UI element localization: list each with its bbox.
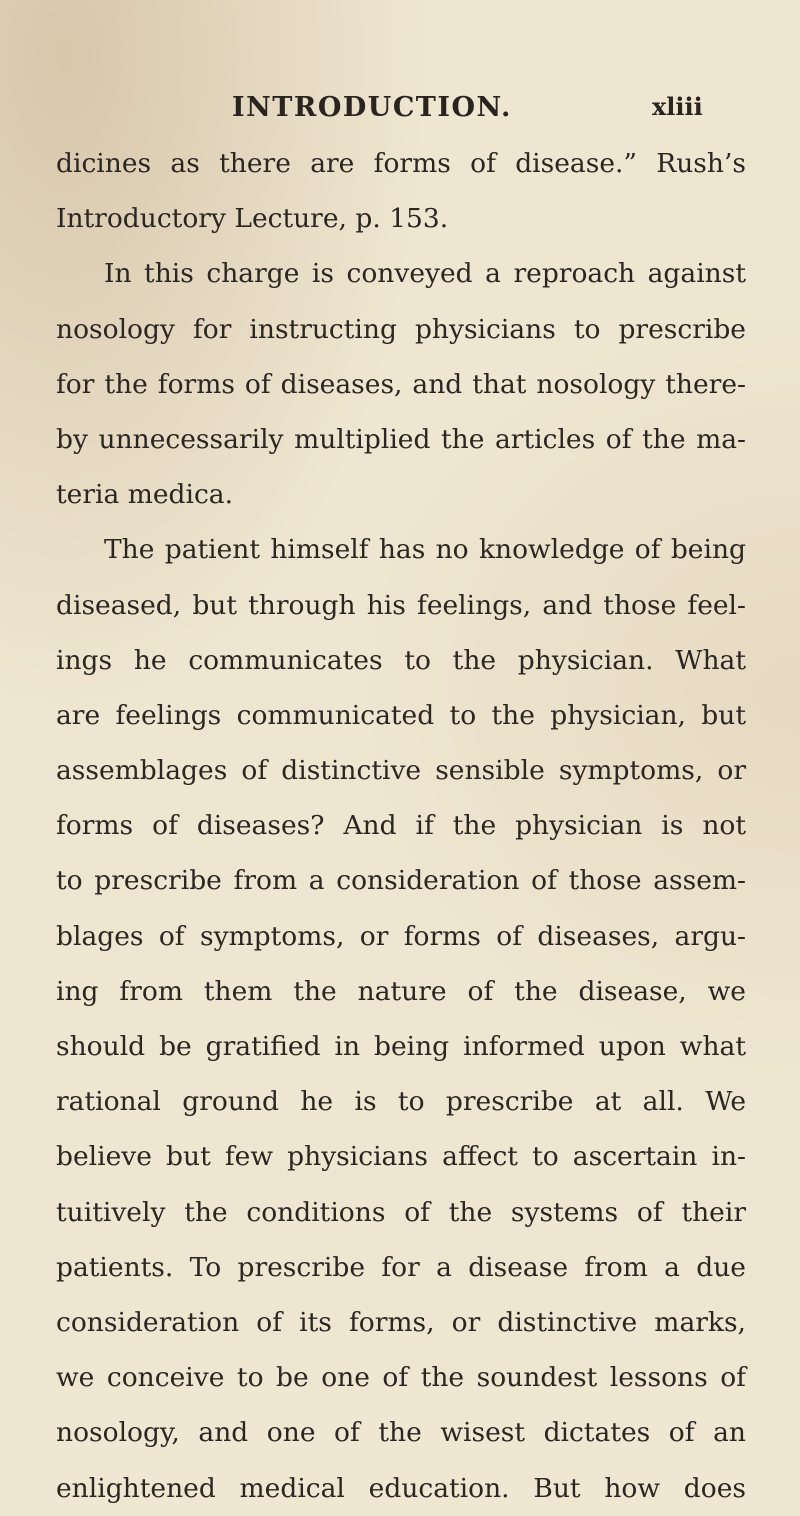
text-line: by unnecessarily multiplied the articles of the ma- bbox=[56, 423, 746, 455]
text-line: to prescribe from a consideration of those assem- bbox=[56, 865, 746, 897]
text-line: In this charge is conveyed a reproach against bbox=[104, 258, 746, 290]
page-header bbox=[0, 92, 800, 132]
text-line: assemblages of distinctive sensible symptoms, or bbox=[56, 755, 746, 787]
text-line: patients. To prescribe for a disease from a due bbox=[56, 1251, 746, 1283]
text-line: for the forms of diseases, and that nosology there- bbox=[56, 368, 746, 400]
text-line: enlightened medical education. But how does bbox=[56, 1472, 746, 1504]
text-line: we conceive to be one of the soundest lessons of bbox=[56, 1362, 746, 1394]
text-line: ing from them the nature of the disease, we bbox=[56, 975, 746, 1007]
text-line: nosology, and one of the wisest dictates of an bbox=[56, 1417, 746, 1449]
text-line: should be gratified in being informed upon what bbox=[56, 1031, 746, 1062]
text-line: The patient himself has no knowledge of being bbox=[104, 534, 746, 566]
text-line: are feelings communicated to the physician, but bbox=[56, 699, 746, 731]
running-head: INTRODUCTION. bbox=[232, 92, 512, 123]
text-line: blages of symptoms, or forms of diseases, argu- bbox=[56, 920, 746, 952]
text-line: forms of diseases? And if the physician is not bbox=[56, 810, 746, 842]
text-line: dicines as there are forms of disease.” Rush’s bbox=[56, 148, 746, 179]
text-line: consideration of its forms, or distinctive marks, bbox=[56, 1306, 746, 1338]
text-line: believe but few physicians affect to ascertain in- bbox=[56, 1141, 746, 1173]
text-line: rational ground he is to prescribe at all. We bbox=[56, 1086, 746, 1118]
body-text bbox=[56, 136, 746, 1516]
page-number: xliii bbox=[652, 92, 703, 121]
text-line: tuitively the conditions of the systems of their bbox=[56, 1196, 746, 1228]
text-line: teria medica. bbox=[56, 479, 234, 511]
text-line: Introductory Lecture, p. 153. bbox=[56, 203, 449, 235]
text-line: ings he communicates to the physician. What bbox=[56, 644, 746, 676]
text-line: nosology for instructing physicians to prescribe bbox=[56, 313, 746, 345]
text-line: diseased, but through his feelings, and those feel- bbox=[56, 589, 746, 621]
